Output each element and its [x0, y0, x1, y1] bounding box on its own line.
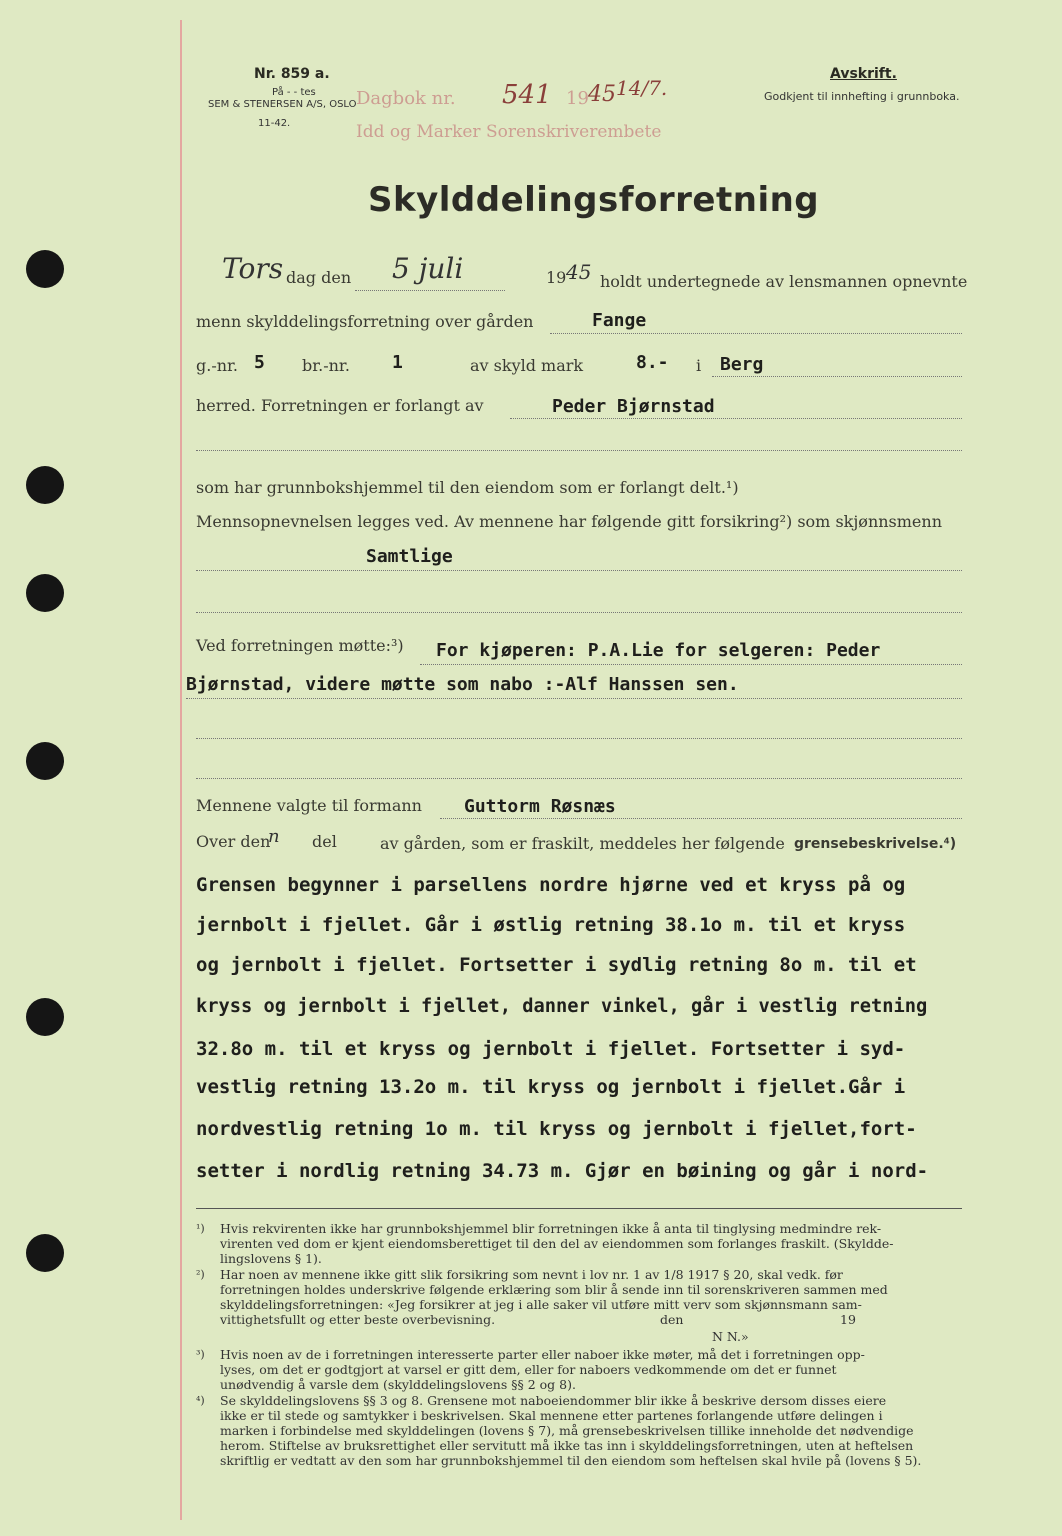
stamp-office: Idd og Marker Sorenskriverembete	[356, 122, 662, 142]
avskrift-label: Avskrift.	[830, 66, 897, 82]
herred-label: herred. Forretningen er forlangt av	[196, 396, 484, 415]
footnote-3-line-2: lyses, om det er godtgjort at varsel er gitt dem, eller for naboers vedkommende om det er funnet	[220, 1362, 837, 1377]
del-rest-text: av gården, som er fraskilt, meddeles her følgende	[380, 834, 785, 853]
description-line-3: og jernbolt i fjellet. Fortsetter i sydlig retning 8o m. til et	[196, 954, 917, 976]
form-number: Nr. 859 a.	[254, 66, 330, 82]
footnote-2-marker: ²)	[196, 1268, 205, 1281]
mott-dotted-line-2	[186, 698, 962, 699]
stamp-year-prefix: 19	[566, 88, 589, 109]
dagbok-date: 14/7.	[616, 76, 668, 100]
printer-line-2: SEM & STENERSEN A/S, OSLO	[208, 99, 357, 110]
footnote-2-line-3: skylddelingsforretningen: «Jeg forsikrer at jeg i alle saker vil utføre mitt verv som skjønnsmann sam-	[220, 1297, 862, 1312]
footnote-2-nn: N N.»	[712, 1329, 749, 1344]
mott-line-2: Bjørnstad, videre møtte som nabo :-Alf Hanssen sen.	[186, 674, 739, 695]
blank-dotted-line-2	[196, 612, 962, 613]
description-line-8: setter i nordlig retning 34.73 m. Gjør en bøining og går i nord-	[196, 1160, 929, 1182]
skyld-label: av skyld mark	[470, 356, 584, 375]
punch-hole-1	[26, 250, 64, 288]
del-label: del	[312, 832, 337, 851]
farm-dotted-line	[550, 333, 962, 334]
mennsopnevnelsen-text: Mennsopnevnelsen legges ved. Av mennene har følgende gitt forsikring²) som skjønnsmenn	[196, 512, 943, 531]
gnr-value: 5	[254, 352, 265, 373]
footnote-2-year: 19	[840, 1312, 856, 1327]
over-den-handwritten: n	[268, 826, 280, 847]
punch-hole-2	[26, 466, 64, 504]
footnote-3-marker: ³)	[196, 1348, 205, 1361]
footnote-4-marker: ⁴)	[196, 1394, 205, 1407]
description-line-5: 32.8o m. til et kryss og jernbolt i fjellet. Fortsetter i syd-	[196, 1038, 906, 1060]
footnote-4-line-5: skriftlig er vedtatt av den som har grunnbokshjemmel til den eiendom som heftelsen skal hvile på (lovens § 5).	[220, 1453, 922, 1468]
mott-line-1: For kjøperen: P.A.Lie for selgeren: Peder	[436, 640, 881, 661]
footnote-1-line-1: Hvis rekvirenten ikke har grunnbokshjemmel blir forretningen ikke å anta til tinglysing medmindre rek-	[220, 1221, 882, 1236]
date-handwritten: 5 juli	[392, 252, 464, 285]
stamp-dagbok-label: Dagbok nr.	[356, 88, 456, 109]
dagbok-number: 541	[502, 80, 552, 110]
punch-hole-5	[26, 998, 64, 1036]
footnote-1-line-3: lingslovens § 1).	[220, 1251, 322, 1266]
footnote-4-line-3: marken i forbindelse med skylddelingen (lovens § 7), må grensebeskrivelsen tillike inneholde det nødvendige	[220, 1423, 914, 1438]
i-label: i	[696, 356, 702, 375]
blank-dotted-line-1	[196, 450, 962, 451]
formann-dotted-line	[440, 818, 962, 819]
formann-label: Mennene valgte til formann	[196, 796, 422, 815]
punch-hole-6	[26, 1234, 64, 1272]
footnote-2-line-4: vittighetsfullt og etter beste overbevisning.	[220, 1312, 496, 1327]
godkjent-label: Godkjent til innhefting i grunnboka.	[764, 90, 960, 103]
printer-line-1: På - - tes	[272, 87, 316, 98]
mott-dotted-line-1	[420, 664, 962, 665]
mott-label: Ved forretningen møtte:³)	[196, 636, 404, 655]
year-handwritten: 45	[566, 260, 592, 284]
farm-name: Fange	[592, 310, 647, 331]
description-line-1: Grensen begynner i parsellens nordre hjørne ved et kryss på og	[196, 874, 906, 896]
dagbok-year: 45	[588, 82, 616, 107]
footnote-2-line-1: Har noen av mennene ikke gitt slik forsikring som nevnt i lov nr. 1 av 1/8 1917 § 20, skal vedk. før	[220, 1267, 843, 1282]
punch-hole-4	[26, 742, 64, 780]
footnote-4-line-4: herom. Stiftelse av bruksrettighet eller servitutt må ikke tas inn i skylddelingsforretningen, uten at heftelsen	[220, 1438, 914, 1453]
punch-hole-3	[26, 574, 64, 612]
requested-by: Peder Bjørnstad	[552, 396, 715, 417]
blank-dotted-line-4	[196, 778, 962, 779]
footnote-1-marker: ¹)	[196, 1222, 205, 1235]
gnr-label: g.-nr.	[196, 356, 239, 375]
footnote-2-den: den	[660, 1312, 684, 1327]
formann-name: Guttorm Røsnæs	[464, 796, 616, 817]
footnote-separator	[196, 1208, 962, 1209]
document-title: Skylddelingsforretning	[368, 180, 820, 220]
dag-den-label: dag den	[286, 268, 352, 287]
requested-dotted-line	[510, 418, 962, 419]
brnr-value: 1	[392, 352, 403, 373]
footnote-4-line-2: ikke er til stede og samtykker i beskrivelsen. Skal mennene etter partenes forlangende utføre delingen i	[220, 1408, 883, 1423]
date-dotted-line	[355, 290, 505, 291]
grensebeskrivelse-label: grensebeskrivelse.⁴)	[794, 836, 957, 852]
description-line-4: kryss og jernbolt i fjellet, danner vinkel, går i vestlig retning	[196, 996, 928, 1017]
over-den-label: Over den	[196, 832, 271, 851]
footnote-4-line-1: Se skylddelingslovens §§ 3 og 8. Grensene mot naboeiendommer blir ikke å beskrive dersom disses eiere	[220, 1393, 887, 1408]
blank-dotted-line-3	[196, 738, 962, 739]
description-line-2: jernbolt i fjellet. Går i østlig retning 38.1o m. til et kryss	[196, 914, 906, 936]
herred-name: Berg	[720, 354, 764, 375]
footnote-3-line-3: unødvendig å varsle dem (skylddelingslovens §§ 2 og 8).	[220, 1377, 576, 1392]
printer-line-3: 11-42.	[258, 118, 291, 129]
skyld-value: 8.-	[636, 352, 669, 373]
menn-label: menn skylddelingsforretning over gården	[196, 312, 534, 331]
description-line-6: vestlig retning 13.2o m. til kryss og jernbolt i fjellet.Går i	[196, 1076, 906, 1098]
footnote-2-line-2: forretningen holdes underskrive følgende erklæring som blir å sende inn til sorenskriveren sammen med	[220, 1282, 888, 1297]
holdt-label: holdt undertegnede av lensmannen opnevnte	[600, 272, 968, 291]
weekday-handwritten: Tors	[222, 252, 284, 285]
year-prefix: 19	[546, 268, 567, 287]
hjemmel-text: som har grunnbokshjemmel til den eiendom som er forlangt delt.¹)	[196, 478, 739, 497]
forsikring-by: Samtlige	[366, 546, 453, 567]
description-line-7: nordvestlig retning 1o m. til kryss og jernbolt i fjellet,fort-	[196, 1118, 917, 1140]
footnote-3-line-1: Hvis noen av de i forretningen interesserte parter eller naboer ikke møter, må det i forretningen opp-	[220, 1347, 865, 1362]
forsikring-dotted-line	[196, 570, 962, 571]
footnote-1-line-2: virenten ved dom er kjent eiendomsberettiget til den del av eiendommen som forlanges fraskilt. (Skyldde-	[220, 1236, 894, 1251]
red-margin-line	[180, 20, 182, 1520]
herred-dotted-line	[712, 376, 962, 377]
brnr-label: br.-nr.	[302, 356, 350, 375]
